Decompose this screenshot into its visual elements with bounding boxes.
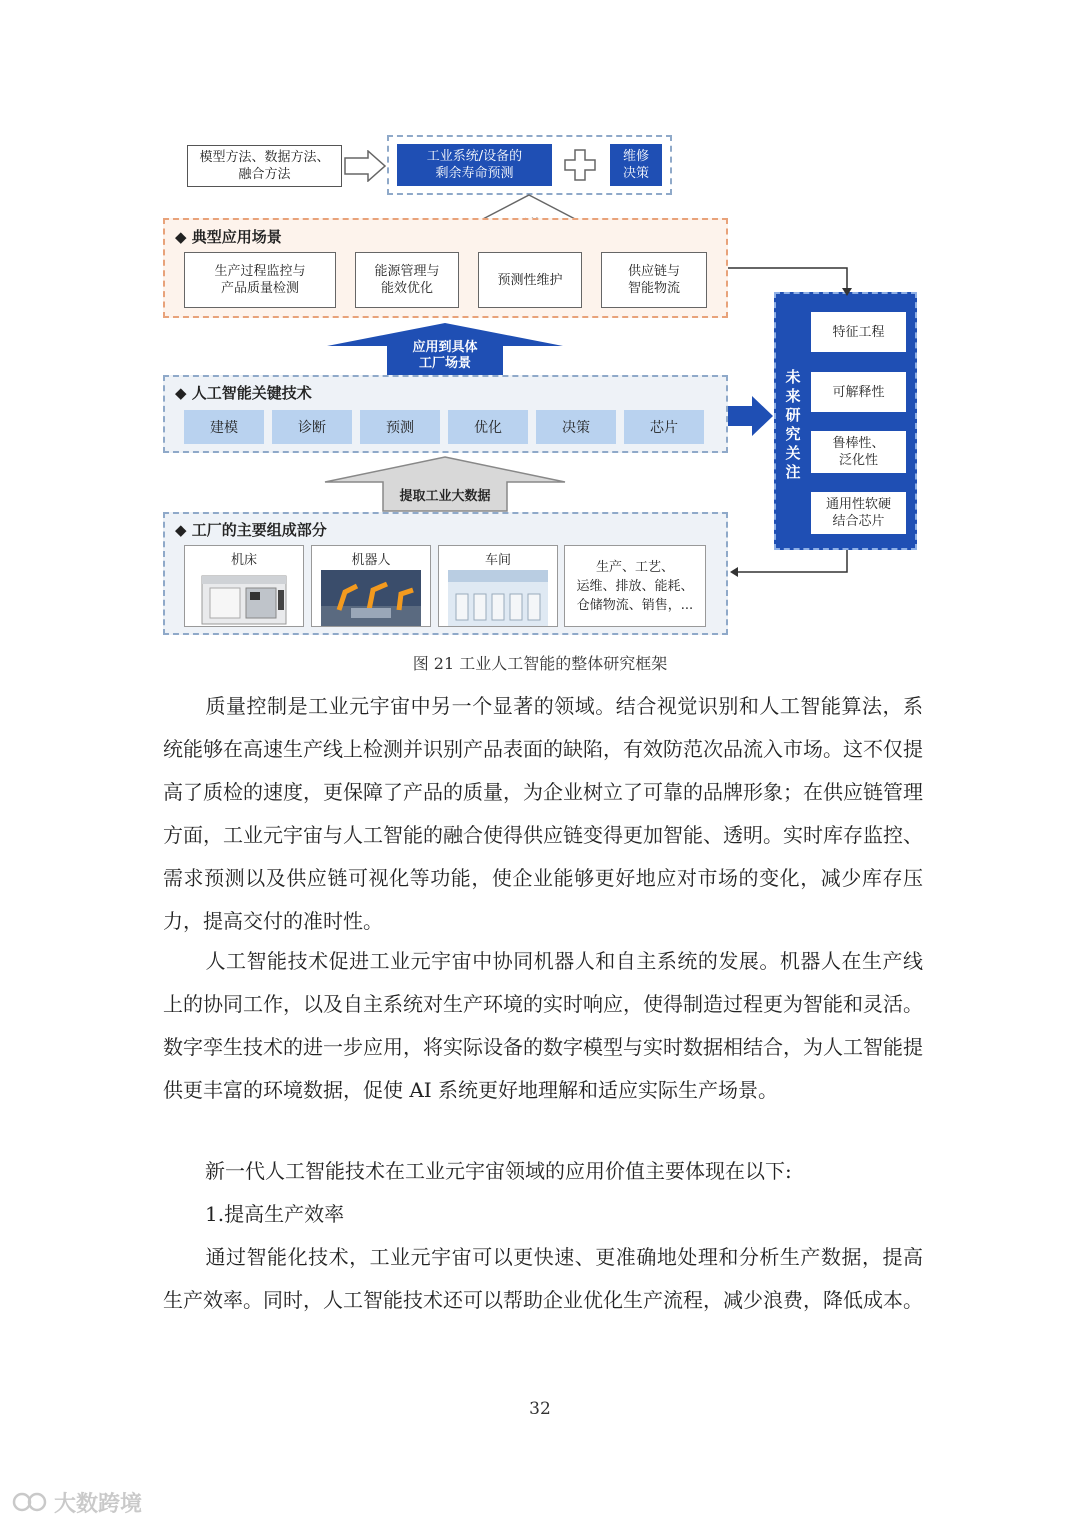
future-item: 通用性软硬 结合芯片 [811,492,906,534]
connector-lines [700,260,860,580]
future-item: 鲁棒性、 泛化性 [811,431,906,473]
scenario-item: 生产过程监控与 产品质量检测 [184,252,336,308]
ai-tech-item: 芯片 [624,410,704,444]
ai-tech-item: 建模 [184,410,264,444]
figure-caption: 图 21 工业人工智能的整体研究框架 [412,654,668,673]
paragraph: 人工智能技术促进工业元宇宙中协同机器人和自主系统的发展。机器人在生产线上的协同工作，以及自主系统对生产环境的实时响应，使得制造过程更为智能和灵活。数字孪生技术的进一步应用，将实际设备的数字模型与实时数据相结合，为人工智能提供更丰富的环境数据，促使 AI 系统更好地理解和适应实际生产场景。 [163,949,923,1102]
right-arrow-icon [344,150,386,182]
paragraph: 质量控制是工业元宇宙中另一个显著的领域。结合视觉识别和人工智能算法，系统能够在高速生产线上检测并识别产品表面的缺陷，有效防范次品流入市场。这不仅提高了质检的速度，更保障了产品的质量，为企业树立了可靠的品牌形象；在供应链管理方面，工业元宇宙与人工智能的融合使得供应链变得更加智能、透明。实时库存监控、需求预测以及供应链可视化等功能，使企业能够更好地应对市场的变化，减少库存压力，提高交付的准时性。 [163,694,923,933]
factory-title: ◆ 工厂的主要组成部分 [175,521,327,539]
section-heading: 1.提高生产效率 [205,1202,345,1226]
factory-data-card: 生产、工艺、 运维、排放、能耗、 仓储物流、销售，... [564,545,706,627]
machine-tool-card [184,545,304,627]
paragraph: 新一代人工智能技术在工业元宇宙领域的应用价值主要体现在以下: [205,1159,792,1183]
maintenance-box: 维修 决策 [610,144,662,186]
plus-icon [563,148,597,182]
ai-tech-item: 决策 [536,410,616,444]
scenario-item: 能源管理与 能效优化 [355,252,459,308]
watermark-icon [12,1489,48,1515]
apply-arrow-label: 应用到具体 工厂场景 [412,340,478,371]
future-item: 可解释性 [811,372,906,412]
component-label: 车间 [484,553,511,568]
watermark-logo [12,1486,142,1518]
robot-image [321,570,421,626]
component-label: 机器人 [351,553,391,568]
extract-arrow-label: 提取工业大数据 [399,488,491,504]
scenario-item: 预测性维护 [478,252,582,308]
ai-tech-item: 诊断 [272,410,352,444]
component-label: 机床 [230,553,257,568]
page-number: 32 [529,1399,551,1419]
future-item: 特征工程 [811,312,906,352]
watermark-text: 大数跨境 [54,1491,143,1517]
rul-box: 工业系统/设备的 剩余寿命预测 [397,144,552,186]
scenarios-title: ◆ 典型应用场景 [175,228,282,246]
robot-card [311,545,431,627]
scenario-item: 供应链与 智能物流 [601,252,707,308]
diamond-bullet-icon: ◆ [175,521,192,539]
diamond-bullet-icon: ◆ [175,384,192,402]
paragraph: 通过智能化技术，工业元宇宙可以更快速、更准确地处理和分析生产数据，提高生产效率。同时，人工智能技术还可以帮助企业优化生产流程，减少浪费，降低成本。 [163,1245,923,1312]
machine-tool-image [194,570,294,626]
workshop-image [448,570,548,626]
ai-tech-title: ◆ 人工智能关键技术 [175,384,312,402]
future-research-title: 未来研究关注 [785,368,801,481]
diamond-bullet-icon: ◆ [175,228,192,246]
ai-tech-item: 预测 [360,410,440,444]
ai-tech-item: 优化 [448,410,528,444]
workshop-card [438,545,558,627]
methods-box: 模型方法、数据方法、 融合方法 [187,145,342,187]
